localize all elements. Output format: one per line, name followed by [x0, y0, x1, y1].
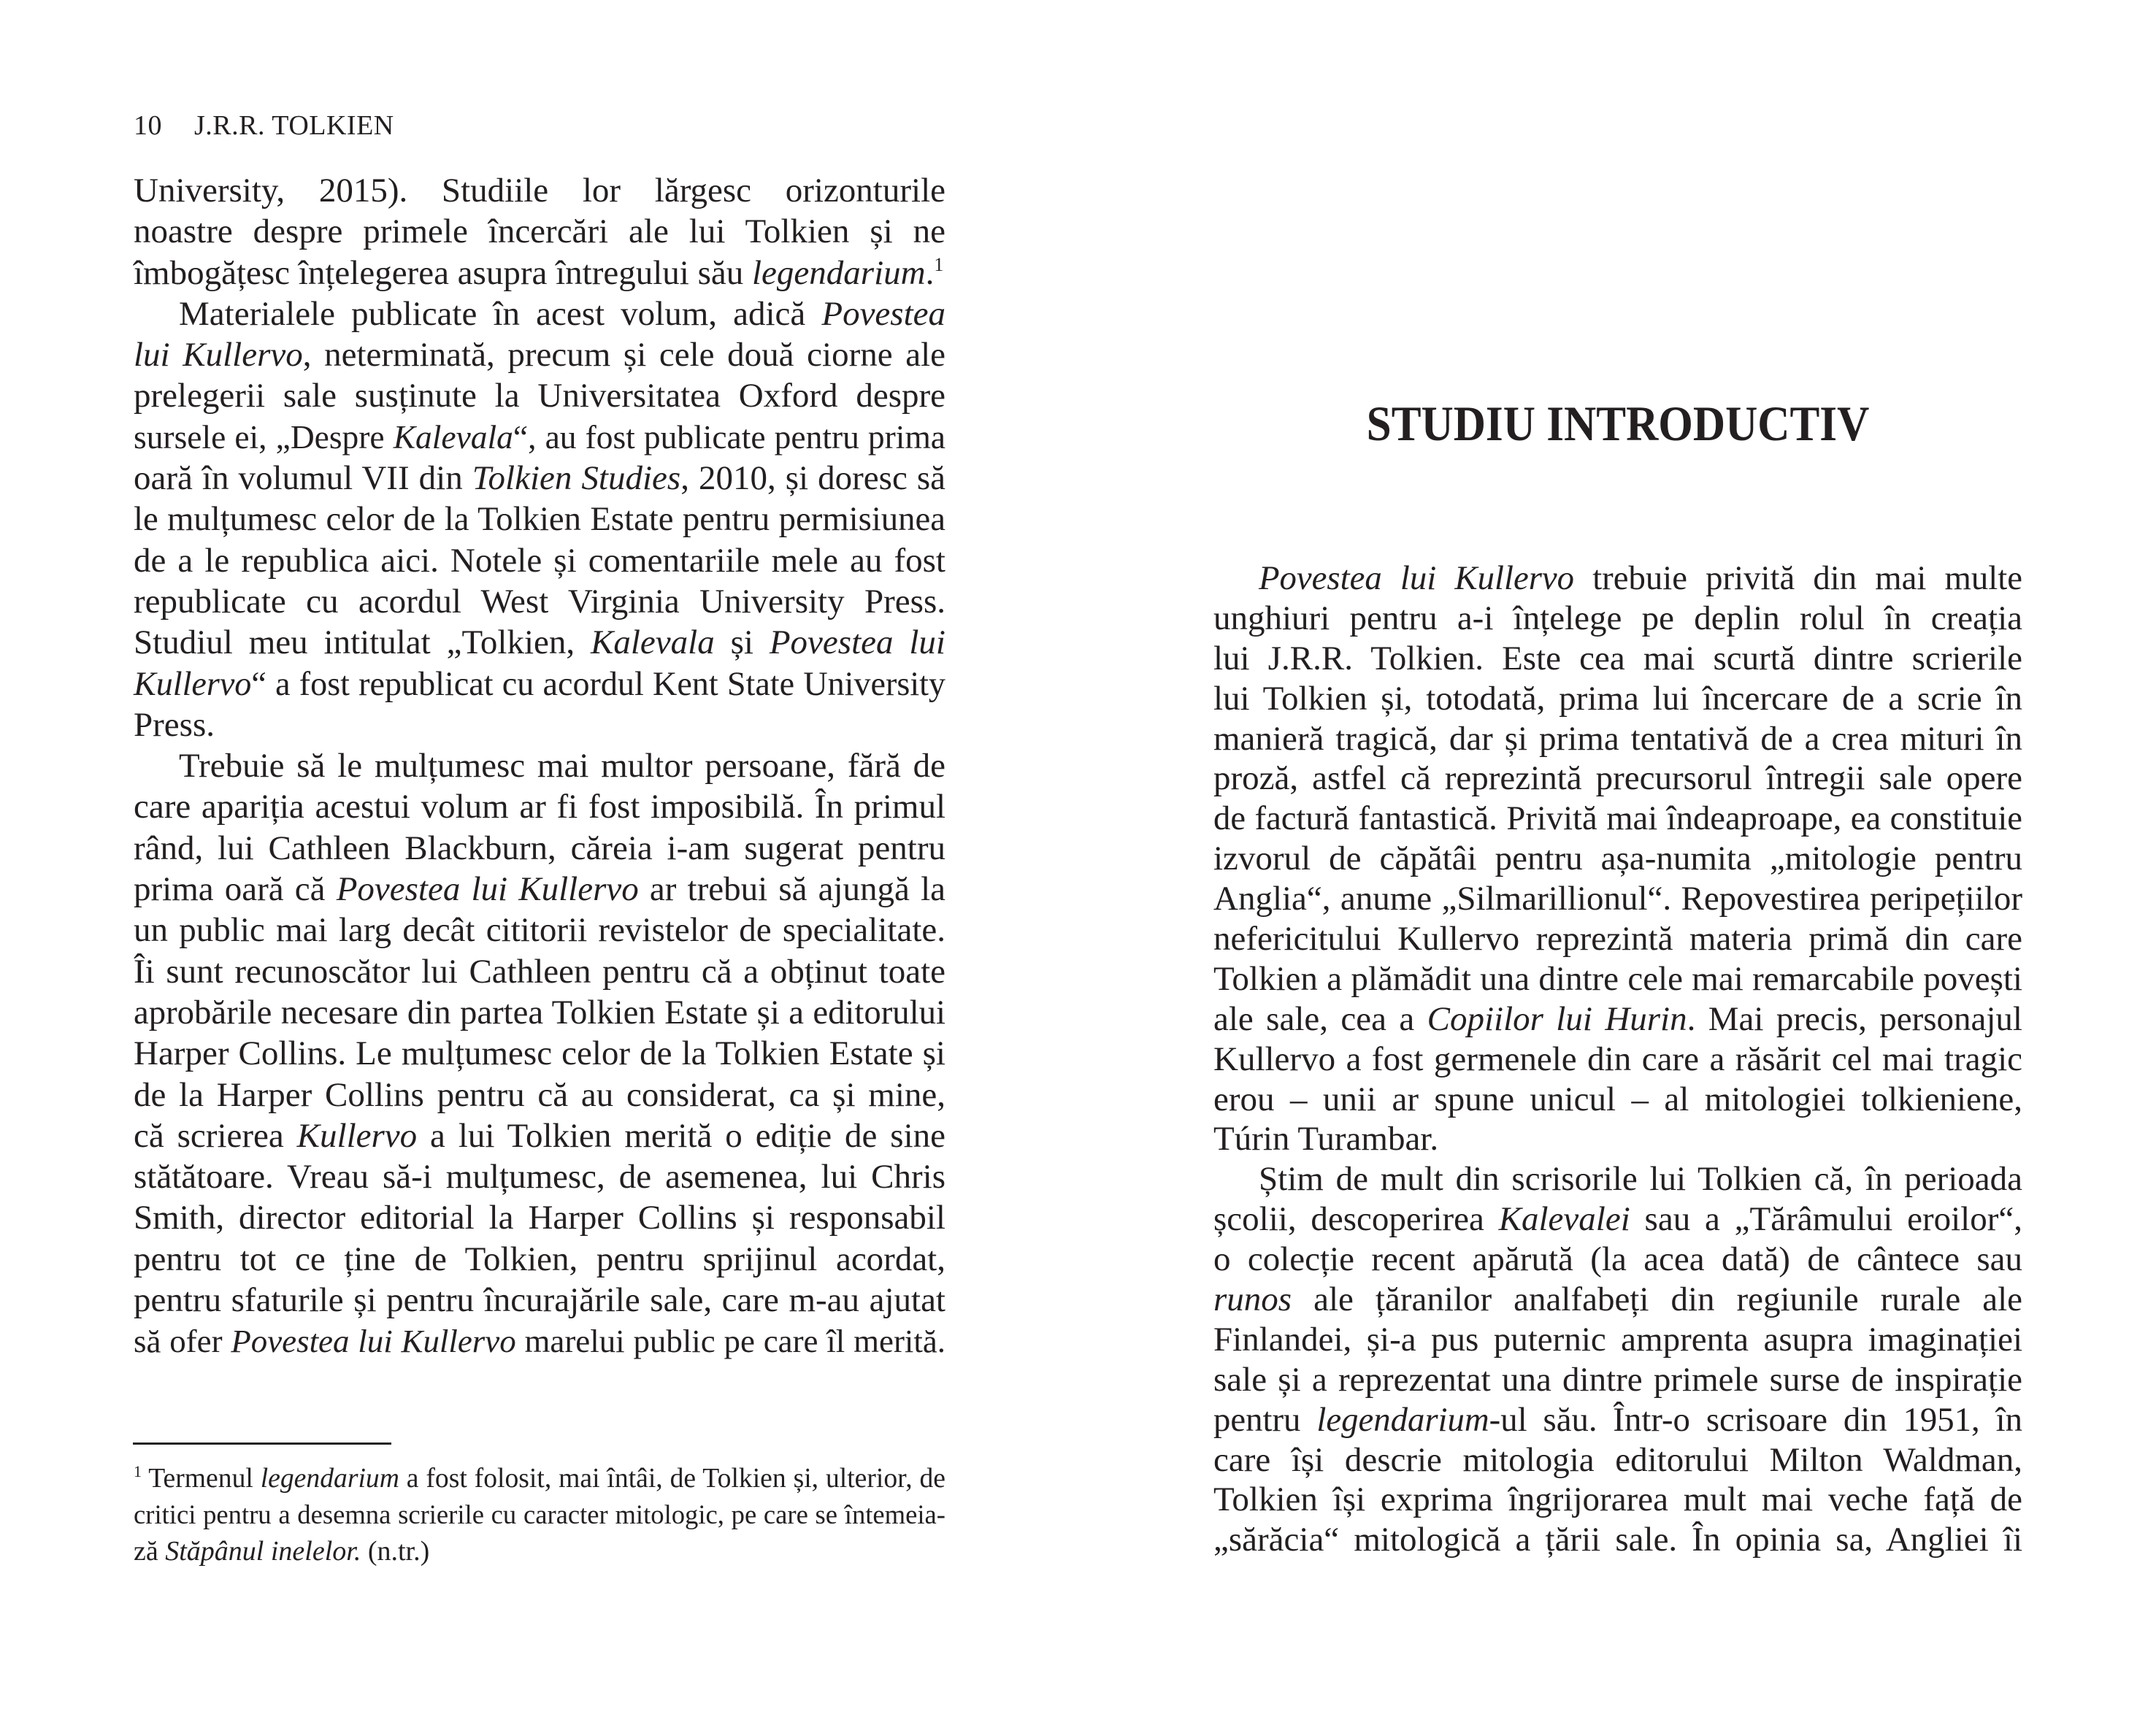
text: școlii, descoperirea: [1213, 1200, 1499, 1239]
text: Finlandei, și-a pus puternic amprenta asupra imaginației: [1213, 1320, 2022, 1359]
text-line: [134, 1075, 945, 1115]
text: .: [925, 253, 935, 292]
text-line: [1213, 1199, 2022, 1240]
text: oară în volumul VII din: [134, 459, 472, 498]
text: Știm de mult din scrisorile lui Tolkien că, în perioada: [1259, 1160, 2022, 1199]
text: Press.: [134, 705, 215, 744]
italic-text: Povestea lui: [769, 623, 945, 662]
text-line: [134, 992, 945, 1033]
text: manieră tragică, dar și prima tentativă de a crea mituri în: [1213, 719, 2022, 758]
text-line: [134, 375, 945, 416]
text-line: [1213, 919, 2022, 959]
text: proză, astfel că reprezintă precursorul întregii sale opere: [1213, 759, 2022, 798]
text-line: [134, 1321, 945, 1361]
text: ale țăranilor analfabeți din regiunile rurale ale: [1292, 1280, 2022, 1319]
text-line: [1213, 1320, 2022, 1360]
text: un public mai larg decât cititorii revistelor de specialitate.: [134, 911, 945, 950]
text: ză: [134, 1536, 166, 1567]
text-line: [134, 745, 945, 786]
italic-text: Povestea lui Kullervo: [336, 870, 639, 909]
running-head-author: J.R.R. TOLKIEN: [194, 110, 394, 141]
text-line: [134, 622, 945, 663]
text-line: [1213, 839, 2022, 879]
text: a fost folosit, mai întâi, de Tolkien și, ulterior, de: [399, 1463, 945, 1494]
text: University, 2015). Studiile lor lărgesc orizonturile: [134, 172, 945, 210]
text-line: [1213, 1080, 2022, 1120]
italic-text: Povestea lui Kullervo: [1259, 559, 1575, 597]
text: -ul său. Într-o scrisoare din 1951, în: [1489, 1400, 2022, 1439]
text-line: [134, 1197, 945, 1238]
italic-text: Povestea lui Kullervo: [231, 1323, 516, 1360]
text: Trebuie să le mulțumesc mai multor persoane, fără de: [179, 747, 945, 785]
right-body-text: [1213, 558, 2022, 1560]
text-line: [134, 786, 945, 827]
text: “ a fost republicat cu acordul Kent State University: [251, 664, 945, 702]
text: lui J.R.R. Tolkien. Este cea mai scurtă dintre scrierile: [1213, 639, 2022, 677]
text-line: [134, 334, 945, 375]
text-line: [1213, 879, 2022, 919]
text: de factură fantastică. Privită mai îndeaproape, ea constituie: [1213, 799, 2022, 838]
text-line: [134, 499, 945, 539]
text-line: [1213, 758, 2022, 799]
text: a lui Tolkien merită o ediție de sine: [417, 1116, 945, 1155]
text: Îi sunt recunoscător lui Cathleen pentru că a obținut toate: [134, 952, 945, 991]
text: izvorul de căpătâi pentru așa-numita „mitologie pentru: [1213, 840, 2022, 878]
text-line: [1213, 1360, 2022, 1400]
text-line: [134, 458, 945, 499]
text-line: [134, 581, 945, 622]
text-line: [1213, 719, 2022, 759]
footnote-reference[interactable]: 1: [934, 253, 944, 275]
text: o colecție recent apărută (la acea dată) de cântece sau: [1213, 1240, 2022, 1279]
text: , neterminată, precum și cele două ciorne ale: [302, 336, 945, 374]
text: și: [714, 623, 770, 662]
text: . Mai precis, personajul: [1687, 999, 2022, 1038]
text: ar trebui să ajungă la: [638, 870, 945, 909]
text-line: [1213, 1119, 2022, 1159]
text: noastre despre primele încercări ale lui Tolkien și ne: [134, 212, 945, 251]
text-line: [134, 1239, 945, 1280]
text-line: [134, 951, 945, 992]
text: sale și a reprezentat una dintre primele surse de inspirație: [1213, 1360, 2022, 1399]
text: marelui public pe care îl merită.: [515, 1323, 946, 1360]
text-line: [134, 1033, 945, 1074]
left-body-text: [134, 170, 945, 1362]
text: rând, lui Cathleen Blackburn, căreia i-am sugerat pentru: [134, 829, 945, 867]
text: Anglia“, anume „Silmarillionul“. Repovestirea peripețiilor: [1213, 880, 2022, 918]
text-line: [1213, 999, 2022, 1040]
text-line: [134, 704, 945, 745]
italic-text: Kalevalei: [1498, 1200, 1630, 1239]
text: unghiuri pentru a-i înțelege pe deplin rolul în creația: [1213, 599, 2022, 637]
italic-text: Kullervo: [296, 1116, 418, 1155]
text-line: [134, 170, 945, 211]
text: Tolkien a plămădit una dintre cele mai remarcabile povești: [1213, 959, 2022, 998]
text: sursele ei, „Despre: [134, 418, 394, 456]
italic-text: lui Kullervo: [134, 336, 303, 374]
footnote: [134, 1460, 945, 1570]
text-line: [134, 293, 945, 334]
italic-text: Kullervo: [134, 664, 252, 702]
italic-text: legendarium: [260, 1463, 399, 1494]
text: nefericitului Kullervo reprezintă materia primă din care: [1213, 920, 2022, 958]
text: critici pentru a desemna scrierile cu caracter mitologic, pe care se întemeia-: [134, 1499, 945, 1529]
text: de a le republica aici. Notele și comentariile mele au fost: [134, 541, 945, 580]
text: prima oară că: [134, 870, 337, 909]
text-line: [134, 869, 945, 910]
footnote-marker: 1: [134, 1462, 142, 1480]
text: Studiul meu intitulat „Tolkien,: [134, 623, 591, 662]
text-line: [134, 417, 945, 458]
text-line: [1213, 799, 2022, 839]
text: Túrin Turambar.: [1213, 1120, 1439, 1159]
text: îmbogățesc înțelegerea asupra întregului său: [134, 253, 752, 292]
running-head: [134, 110, 394, 142]
text-line: [1213, 1520, 2022, 1560]
italic-text: Stăpânul inelelor.: [165, 1536, 361, 1567]
text: de la Harper Collins pentru că au considerat, ca și mine,: [134, 1075, 945, 1114]
text: lui Tolkien și, totodată, prima lui încercare de a scrie în: [1213, 679, 2022, 718]
italic-text: Tolkien Studies: [472, 459, 681, 498]
italic-text: legendarium: [752, 253, 926, 292]
page-number: 10: [134, 110, 162, 141]
text: erou – unii ar spune unicul – al mitologiei tolkieniene,: [1213, 1080, 2022, 1118]
text-line: [1213, 1480, 2022, 1520]
text: Termenul: [142, 1463, 261, 1494]
text-line: [134, 253, 945, 293]
text-line: [134, 828, 945, 869]
chapter-title: STUDIU INTRODUCTIV: [1366, 396, 1870, 451]
italic-text: runos: [1213, 1280, 1292, 1319]
text-line: [1213, 1240, 2022, 1280]
text: le mulțumesc celor de la Tolkien Estate pentru permisiunea: [134, 500, 945, 539]
text: Materialele publicate în acest volum, adică: [179, 294, 822, 333]
text: Tolkien își exprima îngrijorarea mult mai veche față de: [1213, 1480, 2022, 1519]
text: care își descrie mitologia editorului Milton Waldman,: [1213, 1440, 2022, 1479]
text: , 2010, și doresc să: [680, 459, 945, 498]
text: prelegerii sale susținute la Universitatea Oxford despre: [134, 377, 945, 415]
text-line: [134, 211, 945, 252]
text-line: [1213, 1440, 2022, 1480]
footnote-divider: [133, 1442, 391, 1445]
text-line: [134, 1533, 945, 1570]
text: Smith, director editorial la Harper Collins și responsabil: [134, 1199, 945, 1237]
text-line: [134, 1156, 945, 1197]
text-line: [1213, 1040, 2022, 1080]
text-line: [134, 910, 945, 950]
text-line: [134, 1115, 945, 1156]
text: să ofer: [134, 1323, 231, 1360]
text: aprobările necesare din partea Tolkien Estate și a editorului: [134, 993, 945, 1031]
text: Harper Collins. Le mulțumesc celor de la Tolkien Estate și: [134, 1034, 945, 1073]
text: “, au fost publicate pentru prima: [513, 418, 945, 456]
text-line: [134, 1280, 945, 1321]
text: care apariția acestui volum ar fi fost imposibilă. În primul: [134, 788, 945, 826]
text: ale sale, cea a: [1213, 999, 1427, 1038]
text: Kullervo a fost germenele din care a răsărit cel mai tragic: [1213, 1040, 2022, 1078]
italic-text: legendarium: [1316, 1400, 1489, 1439]
text-line: [134, 664, 945, 704]
text: sau a „Tărâmului eroilor“,: [1630, 1200, 2022, 1239]
text-line: [1213, 639, 2022, 679]
italic-text: Copiilor lui Hurin: [1427, 999, 1687, 1038]
italic-text: Povestea: [821, 294, 945, 333]
italic-text: Kalevala: [393, 418, 513, 456]
text-line: [1213, 959, 2022, 999]
text: stătătoare. Vreau să-i mulțumesc, de asemenea, lui Chris: [134, 1158, 945, 1196]
text: pentru sfaturile și pentru încurajările sale, care m-au ajutat: [134, 1281, 945, 1320]
text: trebuie privită din mai multe: [1574, 559, 2022, 597]
text: „sărăcia“ mitologică a țării sale. În opinia sa, Angliei îi: [1213, 1521, 2022, 1559]
text-line: [134, 540, 945, 581]
text-line: [1213, 679, 2022, 719]
text-line: [134, 1460, 945, 1497]
text-line: [1213, 1280, 2022, 1320]
text: că scrierea: [134, 1116, 297, 1155]
text: pentru: [1213, 1400, 1317, 1439]
text-line: [1213, 1400, 2022, 1440]
text-line: [1213, 599, 2022, 639]
text-line: [134, 1497, 945, 1533]
text-line: [1213, 1159, 2022, 1199]
text: republicate cu acordul West Virginia University Press.: [134, 582, 945, 621]
text: pentru tot ce ține de Tolkien, pentru sprijinul acordat,: [134, 1240, 945, 1278]
text-line: [1213, 558, 2022, 599]
italic-text: Kalevala: [591, 623, 715, 662]
text: (n.tr.): [361, 1536, 430, 1567]
